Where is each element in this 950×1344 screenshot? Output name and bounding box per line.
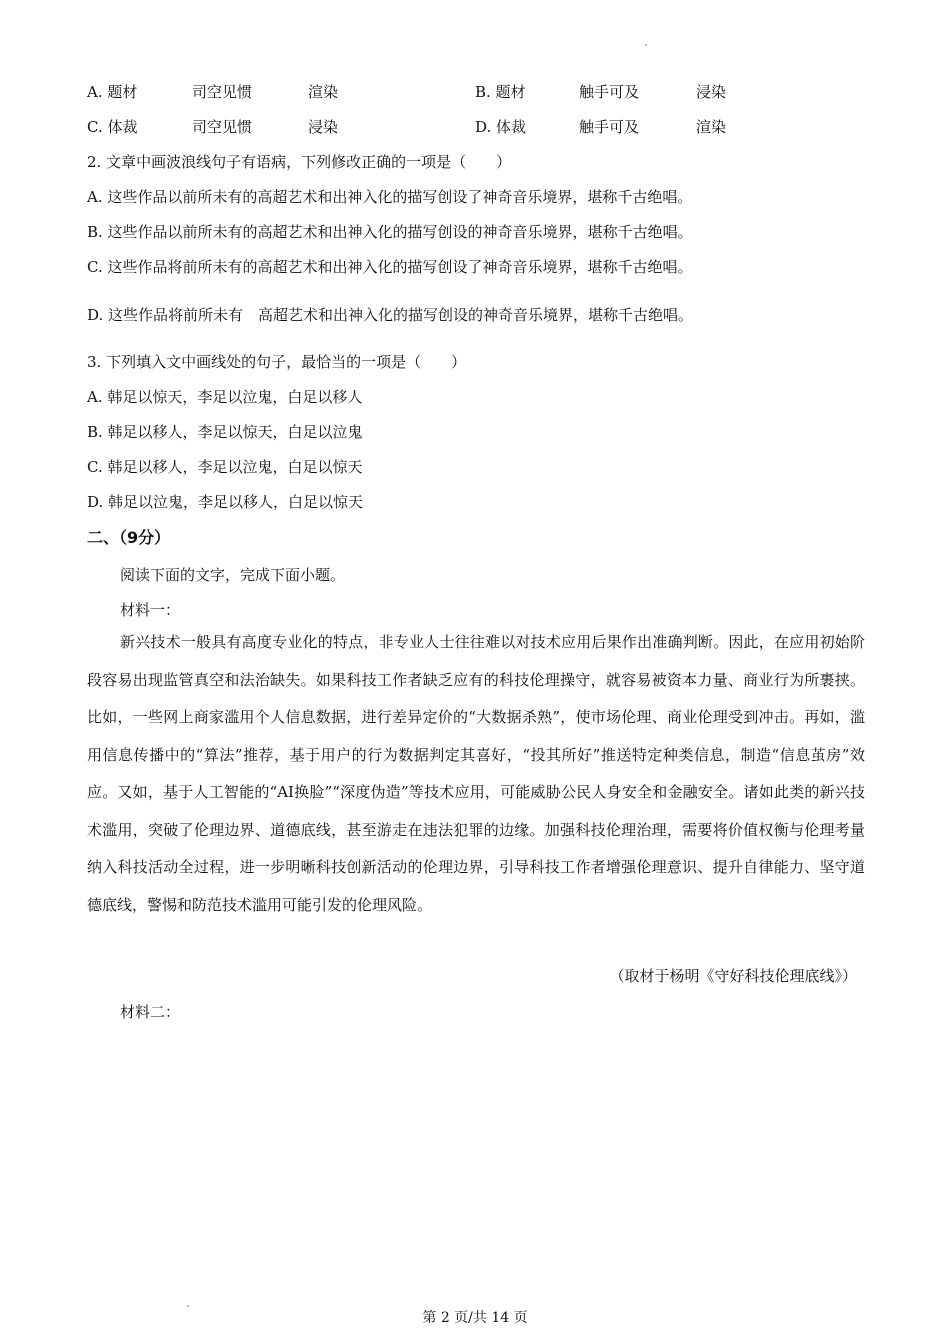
q1-option-c-word2: 司空见惯 xyxy=(192,118,253,136)
q3-option-a: A. 韩足以惊天，李足以泣鬼，白足以移人 xyxy=(87,388,363,406)
q2-option-c: C. 这些作品将前所未有的高超艺术和出神入化的描写创设了神奇音乐境界，堪称千古绝唱。 xyxy=(87,258,693,276)
section-heading: 二、（9分） xyxy=(87,528,171,547)
q1-option-b-word3: 浸染 xyxy=(696,83,727,101)
q3-option-c: C. 韩足以移人，李足以泣鬼，白足以惊天 xyxy=(87,458,363,476)
q1-option-b-word2: 触手可及 xyxy=(579,83,640,101)
q3-option-d: D. 韩足以泣鬼，李足以移人，白足以惊天 xyxy=(87,493,364,511)
scan-dot xyxy=(645,44,647,46)
q1-option-a-word2: 司空见惯 xyxy=(192,83,253,101)
q2-option-a: A. 这些作品以前所未有的高超艺术和出神入化的描写创设了神奇音乐境界，堪称千古绝唱。 xyxy=(87,188,693,206)
q1-option-c-word3: 浸染 xyxy=(308,118,339,136)
q1-option-d-label: D. 体裁 xyxy=(475,118,527,136)
q3-stem: 3. 下列填入文中画线处的句子，最恰当的一项是（ ） xyxy=(87,353,467,371)
section-instruction: 阅读下面的文字，完成下面小题。 xyxy=(120,566,346,584)
q3-option-b: B. 韩足以移人，李足以惊天，白足以泣鬼 xyxy=(87,423,363,441)
q1-option-a-label: A. 题材 xyxy=(87,83,138,101)
q1-option-d-word2: 触手可及 xyxy=(579,118,640,136)
q2-option-b: B. 这些作品以前所未有的高超艺术和出神入化的描写创设的神奇音乐境界，堪称千古绝唱。 xyxy=(87,223,693,241)
material1-text: 新兴技术一般具有高度专业化的特点，非专业人士往往难以对技术应用后果作出准确判断。因此，在应用初始阶段容易出现监管真空和法治缺失。如果科技工作者缺乏应有的科技伦理操守，就容易被资本力量、商业行为所裹挟。比如，一些网上商家滥用个人信息数据，进行差异定价的“大数据杀熟”，使市场伦理、商业伦理受到冲击。再如，滥用信息传播中的“算法”推荐，基于用户的行为数据判定其喜好，“投其所好”推送特定种类信息，制造“信息茧房”效应。又如，基于人工智能的“AI换脸”“深度伪造”等技术应用，可能威胁公民人身安全和金融安全。诸如此类的新兴技术滥用，突破了伦理边界、道德底线，甚至游走在违法犯罪的边缘。加强科技伦理治理，需要将价值权衡与伦理考量纳入科技活动全过程，进一步明晰科技创新活动的伦理边界，引导科技工作者增强伦理意识、提升自律能力、坚守道德底线，警惕和防范技术滥用可能引发的伦理风险。 xyxy=(87,633,865,914)
material2-label: 材料二： xyxy=(120,1003,181,1021)
q1-option-a-word3: 渲染 xyxy=(308,83,339,101)
material1-source: （取材于杨明《守好科技伦理底线》） xyxy=(609,967,857,985)
q2-stem: 2. 文章中画波浪线句子有语病，下列修改正确的一项是（ ） xyxy=(87,153,512,171)
page-footer: 第 2 页/共 14 页 xyxy=(422,1310,528,1326)
material1-label: 材料一： xyxy=(120,601,181,619)
q2-option-d: D. 这些作品将前所未有 高超艺术和出神入化的描写创设的神奇音乐境界，堪称千古绝唱。 xyxy=(87,306,694,324)
q1-option-c-label: C. 体裁 xyxy=(87,118,138,136)
q1-option-b-label: B. 题材 xyxy=(475,83,526,101)
q1-option-d-word3: 渲染 xyxy=(696,118,727,136)
